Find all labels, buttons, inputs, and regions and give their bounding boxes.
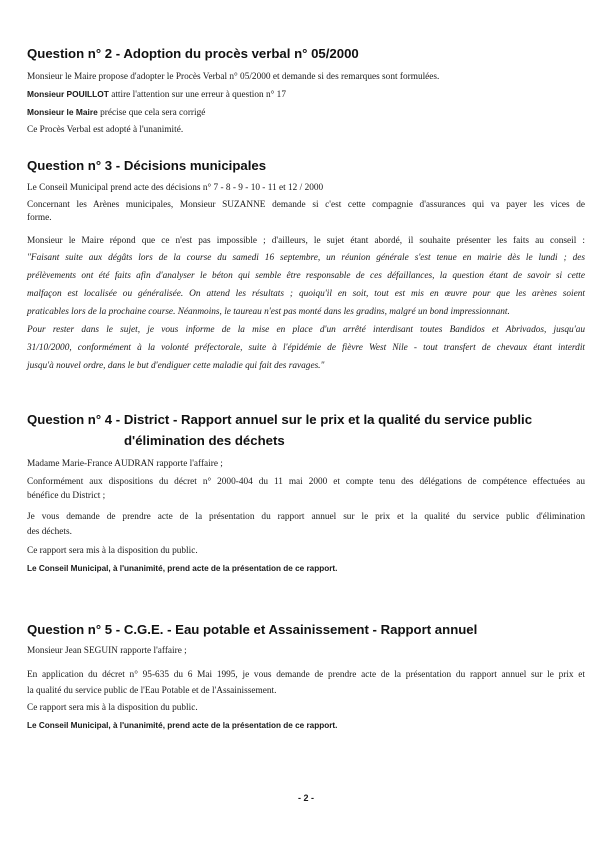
q4-public-note: Ce rapport sera mis à la disposition du public. [27,546,198,556]
q5-paragraph-1-end: la qualité du service public de l'Eau Potable et de l'Assainissement. [27,686,277,696]
q2-paragraph-2 [27,88,286,101]
q3-quote-line-5: Pour rester dans le sujet, je vous informe de la mise en place d'un arrêté interdisant toutes Bandidos et Abrivados, jusqu'au [27,325,585,335]
q4-reporter: Madame Marie-France AUDRAN rapporte l'affaire ; [27,459,223,469]
q4-paragraph-1-end: bénéfice du District ; [27,491,106,501]
q3-paragraph-2-end: forme. [27,213,52,223]
page-number: - 2 - [297,793,314,803]
q4-paragraph-1: Conformément aux dispositions du décret n° 2000-404 du 11 mai 2000 et compte tenu des délégations de compétence effectuées au [27,477,585,487]
question-4-title-line-2: d'élimination des déchets [124,433,285,448]
q4-paragraph-2: Je vous demande de prendre acte de la présentation du rapport annuel sur le prix et la qualité du service public d'élimination [27,512,585,522]
q2-paragraph-1: Monsieur le Maire propose d'adopter le Procès Verbal n° 05/2000 et demande si des remarques sont formulées. [27,72,440,82]
question-5-title: Question n° 5 - C.G.E. - Eau potable et Assainissement - Rapport annuel [27,622,478,637]
q5-public-note: Ce rapport sera mis à la disposition du public. [27,703,198,713]
q2-paragraph-2-text: attire l'attention sur une erreur à question n° 17 [108,90,286,100]
question-3-title: Question n° 3 - Décisions municipales [27,158,267,173]
q2-paragraph-3 [27,106,205,119]
q5-reporter: Monsieur Jean SEGUIN rapporte l'affaire ; [27,646,187,656]
q3-quote-line-4: praticables lors de la prochaine course. Néanmoins, le taureau n'est pas monté dans les gradins, malgré un bond impressionnant. [27,307,510,317]
q3-quote-line-6: 31/10/2000, conformément à la volonté préfectorale, suite à l'épidémie de fièvre West Nile - tout transfert de chevaux étant interdit [27,343,585,353]
question-4-title-line-1: Question n° 4 - District - Rapport annuel sur le prix et la qualité du service public [27,412,533,427]
q3-paragraph-2: Concernant les Arènes municipales, Monsieur SUZANNE demande si c'est cette compagnie d'assurances qui va payer les vices de [27,200,585,210]
q3-quote-line-2: prélèvements ont été faits afin d'analyser le béton qui semble être responsable de ces défaillances, la question étant de savoir si cette [27,271,585,281]
q4-council-decision: Le Conseil Municipal, à l'unanimité, prend acte de la présentation de ce rapport. [27,564,338,573]
q2-mayor-name: Monsieur le Maire [27,107,98,117]
q3-quote-line-7: jusqu'à nouvel ordre, dans le but d'endiguer cette maladie qui fait des ravages." [27,361,325,371]
q5-paragraph-1: En application du décret n° 95-635 du 6 Mai 1995, je vous demande de prendre acte de la présentation du rapport annuel sur le prix et [27,670,585,680]
q5-council-decision: Le Conseil Municipal, à l'unanimité, prend acte de la présentation de ce rapport. [27,721,338,730]
q2-paragraph-3-text: précise que cela sera corrigé [97,108,206,118]
q3-quote-line-3: malfaçon est localisée ou généralisée. On attend les résultats ; quoiqu'il en soit, tout est mis en œuvre pour que les arènes soient [27,289,585,299]
q3-quote-line-1: "Faisant suite aux dégâts lors de la course du samedi 16 septembre, un réunion générale s'est tenue en mairie dès le lundi ; des [27,253,585,263]
question-2-title: Question n° 2 - Adoption du procès verbal n° 05/2000 [27,46,359,61]
q3-paragraph-3: Monsieur le Maire répond que ce n'est pas impossible ; d'ailleurs, le sujet étant abordé, il souhaite présenter les faits au conseil : [27,236,585,246]
q3-paragraph-1: Le Conseil Municipal prend acte des décisions n° 7 - 8 - 9 - 10 - 11 et 12 / 2000 [27,183,324,193]
q2-speaker-name: Monsieur POUILLOT [27,89,109,99]
q4-paragraph-2-end: des déchets. [27,527,72,537]
q2-adoption-note: Ce Procès Verbal est adopté à l'unanimité. [27,125,184,135]
